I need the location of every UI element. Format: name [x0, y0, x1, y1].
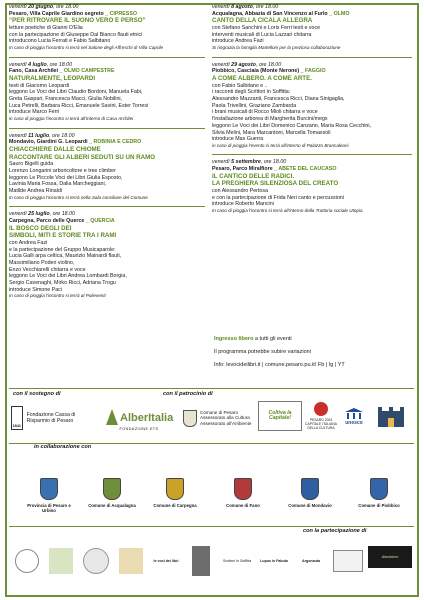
- partner-argonauta: Argonauta: [302, 559, 320, 563]
- castle-logo: [371, 400, 411, 432]
- sponsor-leaf-icon: [49, 548, 73, 574]
- event-title: NATURALMENTE, LEOPARDI: [9, 75, 96, 83]
- event-subtitle: RACCONTARE GLI ALBERI SEDUTI SU UN RAMO: [9, 153, 156, 161]
- sponsor-frame-icon: [333, 550, 363, 572]
- event-line: Luca Petrelli, Barbara Ricci, Emanuele Savini, Ester Torresi: [9, 102, 149, 109]
- event-date: venerdì 5 settembre, ore 18.00: [212, 159, 287, 166]
- event-line: Silvia Melini, Mara Marcantoni, Marcella Tomassoli: [212, 129, 331, 136]
- municipality-carpegna: Comune di Carpegna: [148, 478, 202, 508]
- sponsor-round-icon: [15, 549, 39, 573]
- event-date: venerdì 25 luglio, ore 18.00: [9, 211, 75, 218]
- event-line: introduce Max Guerra: [212, 136, 264, 143]
- divider: [9, 128, 205, 129]
- event-date: venerdì 29 agosto, ore 18.00: [212, 61, 282, 68]
- patronage-label: con il patrocinio di: [163, 391, 213, 397]
- pesaro2024-text: PESARO 2024 CAPITALE ITALIANA DELLA CULTURA: [305, 418, 337, 430]
- event-note: in caso di pioggia l'incontro si terrà all'interno di Casa Archilei: [9, 116, 134, 122]
- event-location: Carpegna, Parco delle Querce _ QUERCIA: [9, 217, 115, 224]
- event-subtitle: LA PREGHIERA SILENZIOSA DEL CREATO: [212, 180, 339, 188]
- event-line: Sergio Cavenaghi, Mirko Ricci, Adriana Trogu: [9, 280, 116, 287]
- provincia-emblem-icon: [40, 478, 58, 500]
- event-line: leggono Le Piccole Voci dei Libri Giulia Esposto,: [9, 174, 123, 181]
- municipality-acqualagna: Comune di Acqualagna: [85, 478, 139, 508]
- event-carpegna-parco: [9, 211, 205, 299]
- comune-pesaro-logo: [183, 399, 255, 437]
- event-line: introducono Lucia Ferrati e Fabio Salbitano: [9, 38, 111, 45]
- municipality-mondavio: Comune di Mondavio: [283, 478, 337, 508]
- sponsor-tower-icon: [192, 546, 210, 576]
- event-line: con Alessandro Pertosa: [212, 188, 268, 195]
- event-location: Mondavio, Giardini G. Leopardi _ ROBINIA E CEDRO: [9, 139, 142, 146]
- right-column: [212, 4, 412, 220]
- sponsor-logo: [330, 536, 366, 586]
- event-piobbico-casciaia: [212, 62, 412, 149]
- event-location: Pesaro, Villa Caprile Giardino segreto _ CIPRESSO: [9, 10, 137, 17]
- fano-emblem-icon: [234, 478, 252, 500]
- event-line: Lorenzo Longarini arboricoltore e tree climber: [9, 167, 116, 174]
- event-fano-casa-archilei: [9, 62, 205, 123]
- event-note: In caso di pioggia l'incontro si terrà nella Sala consiliare del Comune: [9, 194, 148, 200]
- left-column: [9, 4, 205, 305]
- divider: [212, 57, 412, 58]
- fondazione-year: 1841: [11, 406, 23, 430]
- program-note: Il programma potrebbe subire variazioni: [214, 349, 311, 355]
- event-line: Enzo Vecchiarelli chitarra e voce: [9, 266, 86, 273]
- sponsor-circle-icon: [83, 548, 109, 574]
- event-line: con la partecipazione di Giuseppe Dal Bianco flauti etnici: [9, 31, 143, 38]
- sponsor-logo: [185, 536, 217, 586]
- event-pesaro-miralfiore: [212, 159, 412, 214]
- footer-divider: [9, 388, 414, 389]
- unesco-text: unesco: [345, 419, 363, 426]
- event-line: interventi musicali di Lucia Lazzari chitarra: [212, 31, 312, 38]
- acqualagna-emblem-icon: [103, 478, 121, 500]
- alberitalia-logo: [98, 401, 180, 435]
- sponsor-logo: [80, 536, 112, 586]
- contacts-line[interactable]: Info: levocideilibri.it | comune.pesaro.pu.it/ Fb | Ig | YT: [214, 362, 345, 368]
- event-line: con Stefano Sanchini e Loris Ferri testi e voce: [212, 25, 321, 31]
- event-date: venerdì 4 luglio, ore 18.00: [9, 61, 73, 68]
- event-date: venerdì 20 giugno, ore 18.00: [9, 4, 79, 10]
- event-line: introduce Simone Paci: [9, 286, 62, 293]
- event-date: venerdì 8 agosto, ore 18.00: [212, 4, 279, 10]
- event-title: IL BOSCO DEGLI DEI: [9, 224, 72, 232]
- event-line: introduce Andrea Fazi: [212, 38, 264, 45]
- collaboration-label: in collaborazione con: [34, 444, 92, 450]
- castle-icon: [374, 403, 408, 429]
- sponsor-logo: [115, 536, 147, 586]
- support-label: con il sostegno di: [13, 391, 61, 397]
- alberitalia-tree-icon: [100, 405, 178, 427]
- event-location: Piobbico, Casciaia (Monte Nerone) _ FAGGIO: [212, 68, 326, 75]
- event-line: e la partecipazione del Gruppo Musicaparole:: [9, 246, 116, 253]
- alberitalia-sub: FONDAZIONE ETS: [119, 426, 159, 431]
- alberitalia-name: AlberItalia: [120, 411, 174, 424]
- unesco-temple-icon: [344, 407, 364, 421]
- event-line: introduce Marco Ferri: [9, 109, 60, 116]
- mondavio-emblem-icon: [301, 478, 319, 500]
- event-line: Matilde Andrea Rinaldi: [9, 188, 62, 195]
- comune-pesaro-text: Comune di Pesaro Assessorato alla Cultura Assessorato all'Ambiente: [200, 409, 252, 426]
- participation-label: con la partecipazione di: [303, 528, 367, 534]
- event-note: In caso di pioggia l'incontro si terrà all'interno della Trattoria sociale Utopia: [212, 208, 363, 214]
- partner-voci-dei-libri: le voci dei libri: [153, 559, 179, 563]
- event-line: con Andrea Fazi: [9, 239, 48, 246]
- event-title: “PER RITROVARE IL SUONO VERO E PERSO”: [9, 17, 146, 25]
- event-title: CHIACCHIERE DALLE CHIOME: [9, 146, 101, 154]
- event-pesaro-villa-caprile: [9, 4, 205, 51]
- event-note: In caso di pioggia l'incontro si terrà nel Salone degli Affreschi di Villa Caprile: [9, 45, 164, 51]
- unesco-logo: [340, 399, 368, 433]
- event-location: Fano, Casa Archilei _ OLMO CAMPESTRE: [9, 68, 115, 75]
- sponsor-book-icon: [119, 548, 143, 574]
- event-note: Si ringrazia la famiglia Martelloni per la preziosa collaborazione: [212, 45, 341, 51]
- info-box: [214, 335, 410, 374]
- piobbico-emblem-icon: [370, 478, 388, 500]
- participation-divider: [9, 526, 414, 527]
- event-line: Greta Gaspari, Francesca Macci, Giulia Nobilini,: [9, 96, 123, 103]
- sponsor-logo: [12, 536, 42, 586]
- sponsor-logo: [45, 536, 77, 586]
- event-line: Sauro Bigelli guida: [9, 161, 54, 168]
- pesaro2024-logo: [304, 399, 338, 433]
- divider: [9, 206, 205, 207]
- event-title: IL CANTICO DELLE RADICI.: [212, 172, 295, 180]
- event-line: con Fabio Salbitano e ..: [212, 82, 268, 89]
- partner-lupus-in-fabula: Lupus in Fabula: [260, 559, 288, 563]
- pesaro2024-mark-icon: [314, 402, 328, 416]
- event-line: leggono Le Voci dei Libri Andrea Lombardi Borgia,: [9, 273, 127, 280]
- coltiva-capitale-logo: Coltiva la Capitale!: [258, 401, 302, 431]
- carpegna-emblem-icon: [166, 478, 184, 500]
- event-mondavio-giardini: [9, 133, 205, 201]
- event-line: testi di Giacomo Leopardi: [9, 82, 70, 89]
- event-line: l'installazione arborea di Margherita Burcini/megx: [212, 116, 328, 123]
- divider: [212, 154, 412, 155]
- event-line: letture poetiche di Gianni D'Elia: [9, 25, 83, 31]
- municipality-provincia: Provincia di Pesaro e Urbino: [22, 478, 76, 513]
- event-subtitle: SIMBOLI, MITI E STORIE TRA I RAMI: [9, 232, 117, 240]
- event-line: i brani musicali di Rocco Mioli chitarra e voce: [212, 109, 318, 116]
- partner-alambicco: Alambicco: [368, 546, 412, 568]
- divider: [9, 57, 205, 58]
- event-note: In caso di pioggia l'incontro si terrà al Polieventi: [9, 293, 106, 299]
- partner-scrittori-soffitta: Scrittori in Soffitta: [222, 559, 252, 563]
- event-date: venerdì 11 luglio, ore 18.00: [9, 132, 75, 139]
- event-title: CANTO DELLA CICALA ALLEGRA: [212, 17, 313, 25]
- municipality-fano: Comune di Fano: [216, 478, 270, 508]
- pesaro-crest-icon: [183, 410, 197, 427]
- event-line: Alessandro Mazzanti, Francesca Ricci, Diana Sinigaglia,: [212, 96, 345, 103]
- event-line: leggono Le Voci dei Libri Claudio Bordoni, Manuela Fabi,: [9, 89, 143, 96]
- event-title: A COME ALBERO. A COME ARTE.: [212, 75, 312, 83]
- event-acqualagna-abbazia: [212, 4, 412, 51]
- event-line: leggono Le Voci dei Libri Domenico Canzano, Maria Rosa Cecchini,: [212, 122, 371, 129]
- fondazione-logo: [11, 401, 93, 435]
- event-line: Lavinia Maria Fossa, Dalia Marcheggiani,: [9, 181, 107, 188]
- free-entry-text: Ingresso libero a tutti gli eventi: [214, 336, 292, 342]
- event-line: Lucia Galli arpa celtica, Maurizio Mainardi flauti,: [9, 253, 122, 260]
- municipality-piobbico: Comune di Piobbico: [352, 478, 406, 508]
- event-line: e con la partecipazione di Frida Neri canto e percussioni: [212, 194, 344, 201]
- event-line: Massimiliano Poderi violino,: [9, 259, 75, 266]
- event-line: introduce Roberto Mancini: [212, 201, 274, 208]
- event-note: in caso di pioggia l'evento si terrà all'interno di Palazzo Brancaleoni: [212, 142, 349, 148]
- fondazione-name: Fondazione Cassa di Risparmio di Pesaro: [26, 411, 76, 424]
- event-line: Paola Trivellini, Graziano Zambarda: [212, 102, 297, 109]
- event-line: i racconti degli Scrittori in Soffitta:: [212, 89, 291, 96]
- event-location: Acqualagna, Abbazia di San Vincenzo al Furlo _ OLMO: [212, 10, 350, 17]
- event-location: Pesaro, Parco Miralfiore _ ABETE DEL CAUCASO: [212, 166, 337, 173]
